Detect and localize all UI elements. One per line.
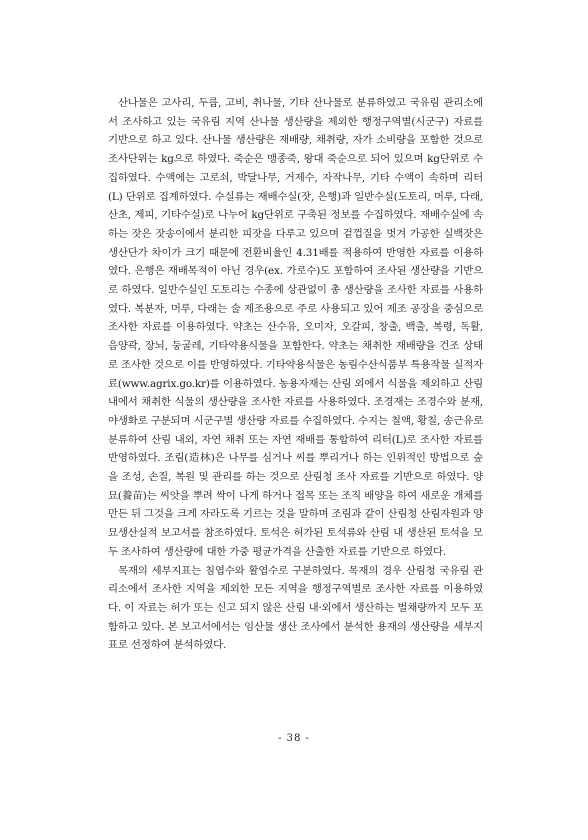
body-text: [108, 94, 483, 655]
paragraph-non-timber-products: 산나물은 고사리, 두릅, 고비, 취나물, 기타 산나물로 분류하였고 국유림 관리소에서 조사하고 있는 국유림 지역 산나물 생산량을 제외한 행정구역별(시군구) 자료를 기반으로 하고 있다. 산나물 생산량은 재배량, 채취량, 자가 소비량을 포함한 것으로 조사단위는 kg으로 하였다. 죽순은 맹종죽, 왕대 죽순으로 되어 있으며 kg단위로 수집하였다. 수액에는 고로쇠, 박달나무, 거제수, 자작나무, 기타 수액이 속하며 리터(L) 단위로 집계하였다. 수실류는 재배수실(잣, 은행)과 일반수실(도토리, 머루, 다래, 산초, 제피, 기타수실)로 나누어 kg단위로 구축된 정보를 수집하였다. 재배수실에 속하는 잣은 잣송이에서 분리한 피잣을 다루고 있으며 겉껍질을 벗겨 가공한 실백잣은 생산단가 차이가 크기 때문에 전환비율인 4.31배를 적용하여 반영한 자료를 이용하였다. 은행은 재배목적이 아닌 경우(ex. 가로수)도 포함하여 조사된 생산량을 기반으로 하였다. 일반수실인 도토리는 수종에 상관없이 총 생산량을 조사한 자료를 사용하였다. 복분자, 머루, 다래는 술 제조용으로 주로 사용되고 있어 제조 공장을 중심으로 조사한 자료를 이용하였다. 약초는 산수유, 오미자, 오갈피, 창출, 백출, 복령, 독활, 음양곽, 장뇌, 둥굴레, 기타약용식물을 포함한다. 약초는 채취한 재배량을 건조 상태로 조사한 것으로 이를 반영하였다. 기타약용식물은 농림수산식품부 특용작물 실적자료(www.agrix.go.kr)를 이용하였다. 농용자재는 산림 외에서 식물을 제외하고 산림 내에서 채취한 식물의 생산량을 조사한 자료를 사용하였다. 조경재는 조경수와 분재, 야생화로 구분되며 시군구별 생산량 자료를 수집하였다. 수지는 칠액, 황칠, 송근유로 분류하여 산림 내외, 자연 채취 또는 자연 재배를 통합하여 리터(L)로 조사한 자료를 반영하였다. 조림(造林)은 나무를 심거나 씨를 뿌리거나 하는 인위적인 방법으로 숲을 조성, 손질, 복원 및 관리를 하는 것으로 산림청 조사 자료를 기반으로 하였다. 양묘(養苗)는 씨앗을 뿌려 싹이 나게 하거나 접목 또는 조직 배양을 하여 새로운 개체를 만든 뒤 그것을 크게 자라도록 기르는 것을 말하며 조림과 같이 산림청 산림자원과 양묘생산실적 보고서를 참조하였다. 토석은 허가된 토석류와 산림 내 생산된 토석을 모두 조사하여 생산량에 대한 가중 평균가격을 산출한 자료를 기반으로 하였다.: [108, 97, 483, 558]
page-number: - 38 -: [278, 733, 310, 744]
paragraph-timber: 목재의 세부지표는 침엽수와 활엽수로 구분하였다. 목재의 경우 산림청 국유림 관리소에서 조사한 지역을 제외한 모든 지역을 행정구역별로 조사한 자료를 이용하였다. 이 자료는 허가 또는 신고 되지 않은 산림 내·외에서 생산하는 벌채량까지 모두 포함하고 있다. 본 보고서에서는 임산물 생산 조사에서 분석한 용재의 생산량을 세부지표로 선정하여 분석하였다.: [108, 564, 483, 652]
